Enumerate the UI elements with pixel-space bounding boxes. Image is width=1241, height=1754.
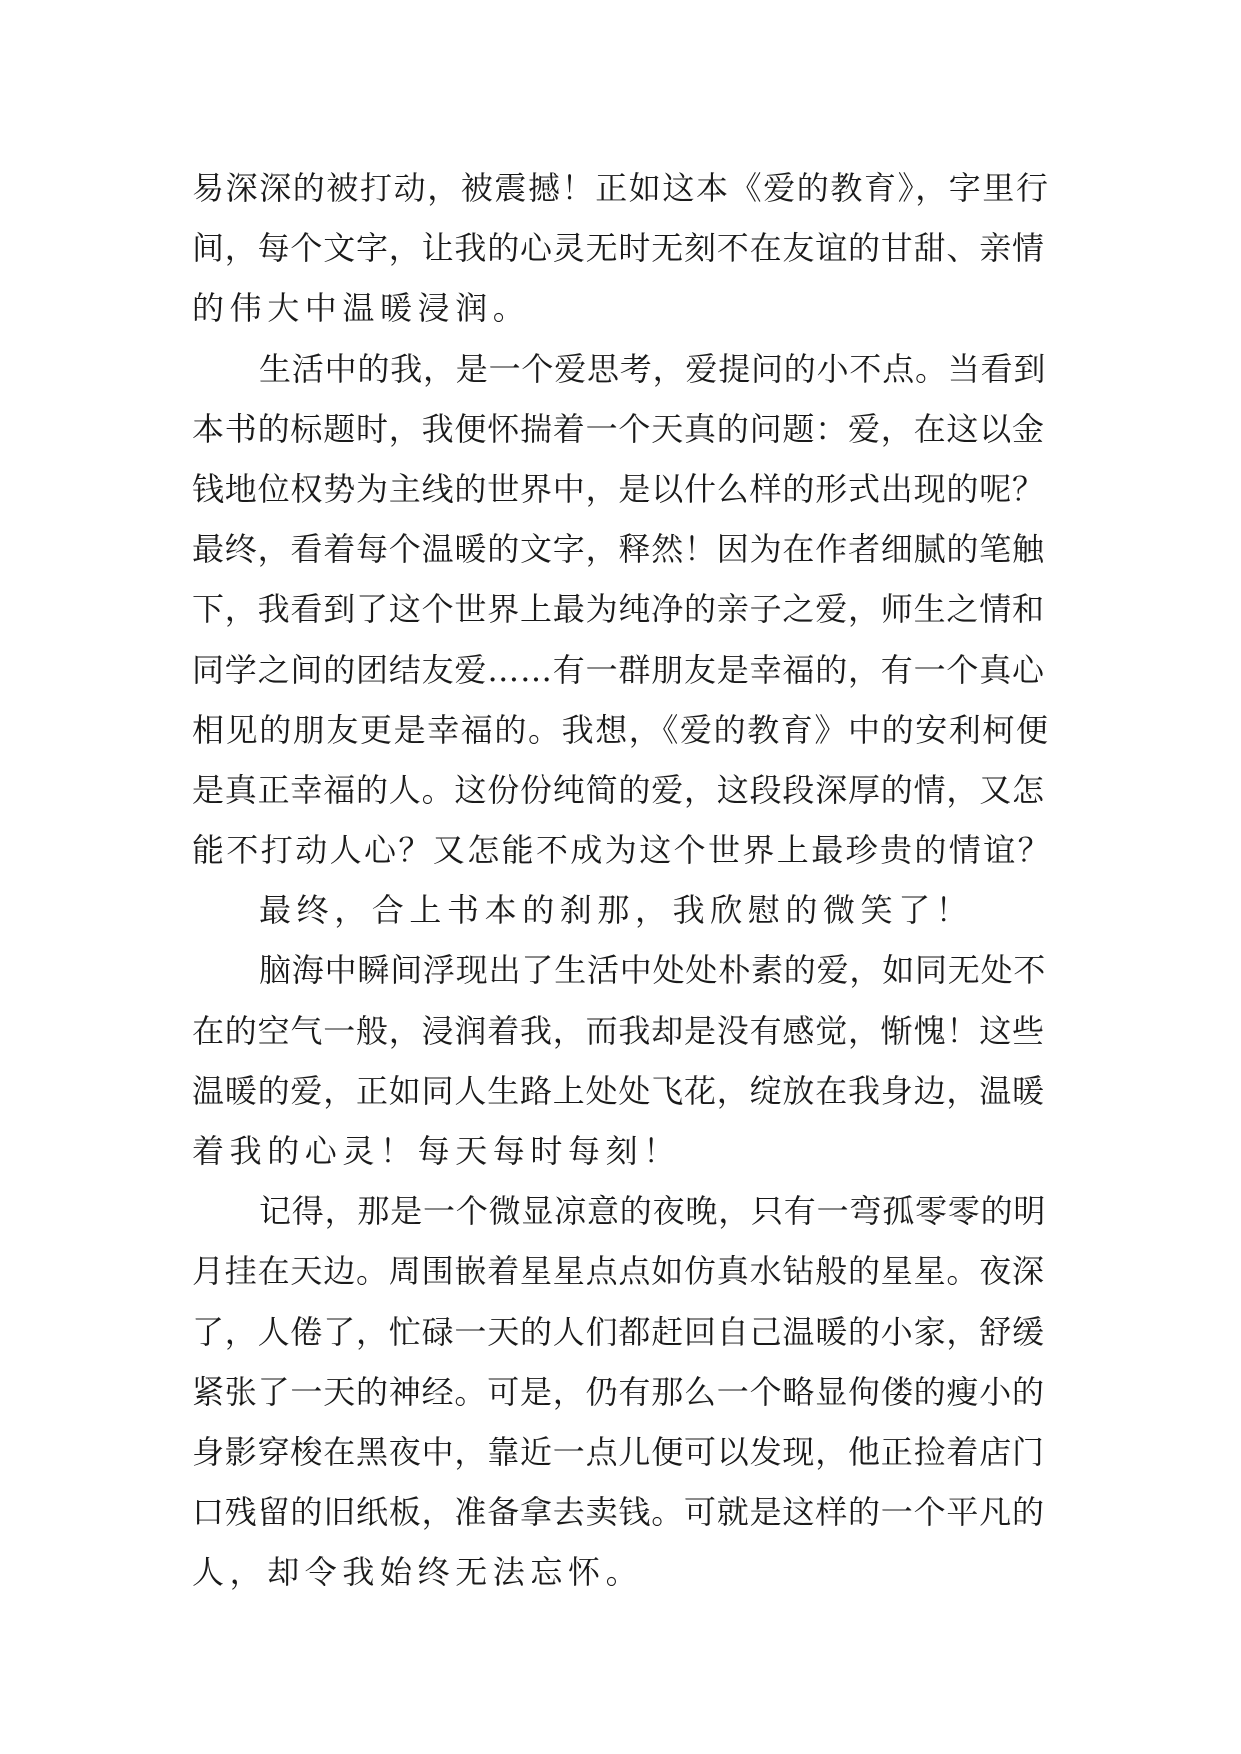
text-line: 身影穿梭在黑夜中，靠近一点儿便可以发现，他正捡着店门	[192, 1432, 1045, 1471]
text-line: 钱地位权势为主线的世界中，是以什么样的形式出现的呢？	[192, 469, 1045, 508]
text-line: 同学之间的团结友爱……有一群朋友是幸福的，有一个真心	[192, 650, 1045, 689]
text-line: 人，却令我始终无法忘怀。	[192, 1553, 644, 1592]
text-line: 了，人倦了，忙碌一天的人们都赶回自己温暖的小家，舒缓	[192, 1312, 1045, 1351]
text-line: 下，我看到了这个世界上最为纯净的亲子之爱，师生之情和	[192, 590, 1045, 629]
text-line: 生活中的我，是一个爱思考，爱提问的小不点。当看到	[259, 349, 1047, 388]
text-line: 记得，那是一个微显凉意的夜晚，只有一弯孤零零的明	[259, 1192, 1047, 1231]
text-line: 是真正幸福的人。这份份纯简的爱，这段段深厚的情，又怎	[192, 770, 1045, 809]
body-text	[192, 158, 1052, 1603]
text-line: 着我的心灵！每天每时每刻！	[192, 1132, 681, 1170]
text-line: 在的空气一般，浸润着我，而我却是没有感觉，惭愧！这些	[192, 1011, 1045, 1050]
text-line: 能不打动人心？又怎能不成为这个世界上最珍贵的情谊？	[192, 831, 1053, 870]
text-line: 最终，看着每个温暖的文字，释然！因为在作者细腻的笔触	[192, 530, 1045, 569]
text-line: 温暖的爱，正如同人生路上处处飞花，绽放在我身边，温暖	[192, 1071, 1045, 1110]
text-line: 的伟大中温暖浸润。	[192, 289, 531, 328]
text-line: 紧张了一天的神经。可是，仍有那么一个略显佝偻的瘦小的	[192, 1372, 1045, 1411]
text-line: 脑海中瞬间浮现出了生活中处处朴素的爱，如同无处不	[259, 951, 1047, 990]
text-line: 口残留的旧纸板，准备拿去卖钱。可就是这样的一个平凡的	[192, 1493, 1045, 1532]
text-line: 月挂在天边。周围嵌着星星点点如仿真水钻般的星星。夜深	[192, 1252, 1045, 1291]
text-line: 本书的标题时，我便怀揣着一个天真的问题：爱，在这以金	[192, 409, 1045, 448]
text-line: 相见的朋友更是幸福的。我想，《爱的教育》中的安利柯便	[192, 710, 1050, 749]
text-line: 最终，合上书本的刹那，我欣慰的微笑了！	[259, 891, 974, 930]
text-line: 间，每个文字，让我的心灵无时无刻不在友谊的甘甜、亲情	[192, 229, 1045, 268]
text-line: 易深深的被打动，被震撼！正如这本《爱的教育》，字里行	[192, 169, 1050, 207]
